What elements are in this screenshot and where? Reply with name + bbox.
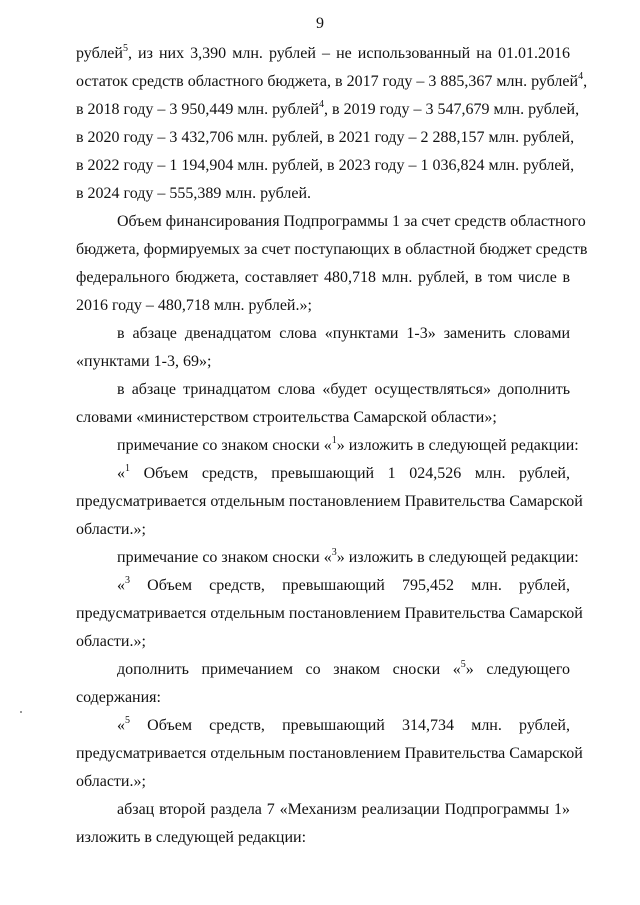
text-line-29: изложить в следующей редакции: — [76, 829, 307, 846]
text-line-9: федерального бюджета, составляет 480,718 млн. рублей, в том числе в — [76, 269, 570, 286]
text-fragment: « — [117, 465, 125, 482]
text-fragment: » следующего — [465, 661, 570, 678]
text-line-13: в абзаце тринадцатом слова «будет осуществляться» дополнить — [117, 381, 570, 398]
text-line-14: словами «министерством строительства Самарской области»; — [76, 409, 497, 426]
text-fragment: примечание со знаком сноски « — [117, 437, 332, 454]
text-line-12: «пунктами 1-3, 69»; — [76, 353, 212, 370]
footnote-mark: 5 — [125, 714, 130, 726]
text-line-11: в абзаце двенадцатом слова «пунктами 1-3» заменить словами — [117, 325, 570, 342]
footnote-mark: 5 — [460, 658, 466, 670]
footnote-mark: 3 — [331, 546, 337, 558]
footnote-mark: 4 — [578, 70, 584, 82]
text-line-19 — [117, 548, 579, 568]
text-line-21: предусматривается отдельным постановлением Правительства Самарской — [76, 605, 583, 622]
text-line-27: области.»; — [76, 773, 146, 790]
text-line-22: области.»; — [76, 633, 146, 650]
text-fragment: , из них 3,390 млн. рублей – не использованный на 01.01.2016 — [127, 45, 570, 62]
text-fragment: « — [117, 577, 125, 594]
footnote-mark: 4 — [319, 98, 325, 110]
text-fragment: примечание со знаком сноски « — [117, 549, 332, 566]
text-fragment: остаток средств областного бюджета, в 2017 году – 3 885,367 млн. рублей — [76, 73, 579, 90]
text-fragment: Объем средств, превышающий 795,452 млн. рублей, — [130, 577, 570, 594]
text-line-16 — [117, 464, 570, 484]
text-line-25 — [117, 716, 570, 736]
footnote-mark: 1 — [125, 462, 130, 474]
scan-speck — [20, 711, 22, 713]
text-line-2 — [76, 70, 588, 92]
text-fragment: » изложить в следующей редакции: — [336, 549, 579, 566]
text-fragment: рублей — [76, 45, 123, 62]
text-line-10: 2016 году – 480,718 млн. рублей.»; — [76, 297, 312, 314]
text-line-23 — [117, 660, 570, 680]
text-line-6: в 2024 году – 555,389 млн. рублей. — [76, 185, 312, 202]
text-line-5: в 2022 году – 1 194,904 млн. рублей, в 2023 году – 1 036,824 млн. рублей, — [76, 157, 575, 174]
text-fragment: в 2018 году – 3 950,449 млн. рублей — [76, 101, 320, 118]
text-fragment: « — [117, 717, 125, 734]
text-line-18: области.»; — [76, 521, 146, 538]
text-line-17: предусматривается отдельным постановлением Правительства Самарской — [76, 493, 583, 510]
text-line-26: предусматривается отдельным постановлением Правительства Самарской — [76, 745, 583, 762]
footnote-mark: 5 — [122, 42, 128, 54]
text-line-4: в 2020 году – 3 432,706 млн. рублей, в 2021 году – 2 288,157 млн. рублей, — [76, 129, 575, 146]
text-fragment: дополнить примечанием со знаком сноски « — [117, 661, 461, 678]
page-number: 9 — [316, 15, 324, 32]
text-line-28: абзац второй раздела 7 «Механизм реализации Подпрограммы 1» — [117, 801, 570, 818]
text-line-24: содержания: — [76, 689, 161, 706]
footnote-mark: 3 — [125, 574, 130, 586]
text-fragment: Объем средств, превышающий 314,734 млн. рублей, — [130, 717, 570, 734]
text-line-8: бюджета, формируемых за счет поступающих в областной бюджет средств — [76, 241, 588, 258]
text-line-20 — [117, 576, 570, 596]
text-fragment: , — [583, 73, 588, 90]
text-fragment: , в 2019 году – 3 547,679 млн. рублей, — [324, 101, 580, 118]
text-fragment: Объем средств, превышающий 1 024,526 млн. рублей, — [130, 465, 570, 482]
text-line-3 — [76, 98, 580, 120]
footnote-mark: 1 — [331, 434, 337, 446]
text-line-15 — [117, 436, 579, 456]
text-line-1 — [76, 44, 570, 64]
text-fragment: » изложить в следующей редакции: — [336, 437, 579, 454]
text-line-7: Объем финансирования Подпрограммы 1 за счет средств областного — [117, 213, 586, 230]
